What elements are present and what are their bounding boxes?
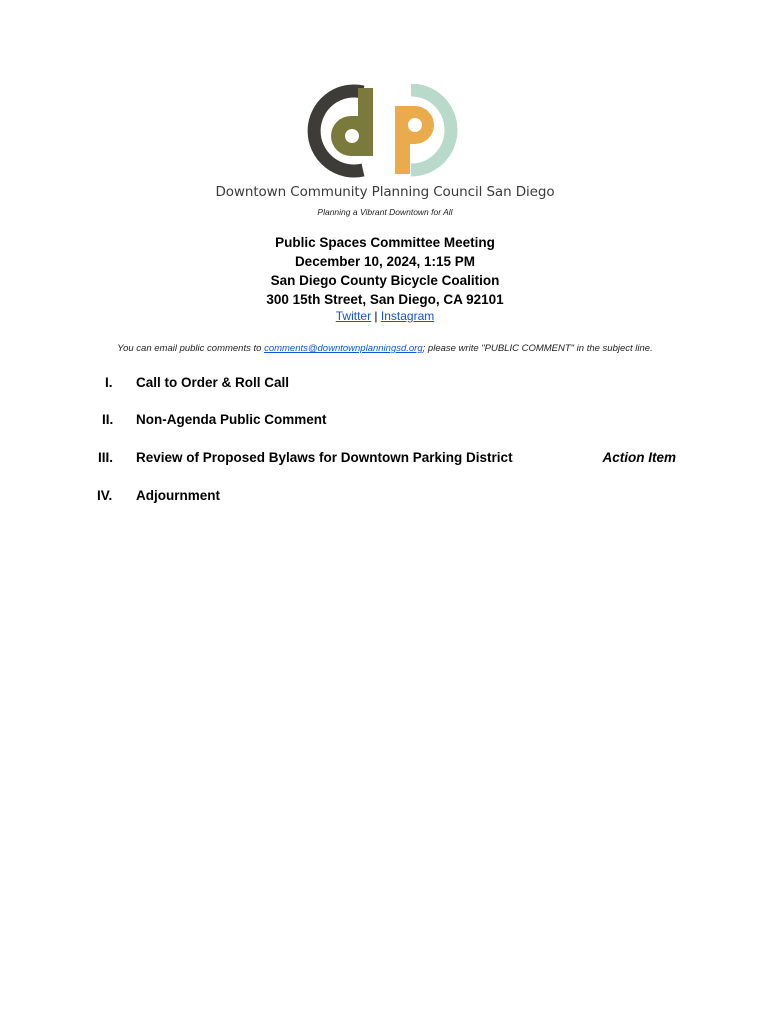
agenda-item-number: II.: [102, 412, 114, 427]
agenda-item-title: Call to Order & Roll Call: [136, 375, 290, 390]
agenda-item-number: IV.: [97, 488, 113, 503]
organization-name: Downtown Community Planning Council San Diego: [215, 184, 555, 200]
twitter-link[interactable]: Twitter: [335, 309, 372, 323]
agenda-item-bylaws-review: [0, 450, 770, 470]
meeting-address: 300 15th Street, San Diego, CA 92101: [266, 292, 504, 307]
comments-email-link[interactable]: comments@downtownplanningsd.org: [264, 343, 423, 354]
agenda-item-title: Adjournment: [136, 488, 220, 503]
agenda-item-call-to-order: [0, 375, 770, 395]
email-note-suffix: ; please write "PUBLIC COMMENT" in the subject line.: [422, 343, 653, 354]
meeting-venue: San Diego County Bicycle Coalition: [270, 273, 500, 288]
tagline: Planning a Vibrant Downtown for All: [317, 207, 453, 217]
meeting-details: [0, 233, 770, 309]
agenda-item-number: I.: [105, 375, 113, 390]
action-item-tag: Action Item: [602, 450, 676, 465]
social-links: [0, 309, 770, 323]
meeting-title: Public Spaces Committee Meeting: [275, 235, 495, 250]
agenda-item-public-comment: [0, 412, 770, 432]
email-note-prefix: You can email public comments to: [117, 343, 265, 354]
meeting-datetime: December 10, 2024, 1:15 PM: [294, 254, 476, 269]
agenda-item-title: Review of Proposed Bylaws for Downtown Parking District: [136, 450, 513, 465]
instagram-link[interactable]: Instagram: [380, 309, 435, 323]
link-separator: |: [374, 309, 378, 323]
agenda-item-number: III.: [98, 450, 114, 465]
agenda-item-adjournment: [0, 488, 770, 508]
agenda-item-title: Non-Agenda Public Comment: [136, 412, 327, 427]
email-comment-note: [0, 343, 770, 354]
dp-logo-icon: [303, 84, 467, 178]
